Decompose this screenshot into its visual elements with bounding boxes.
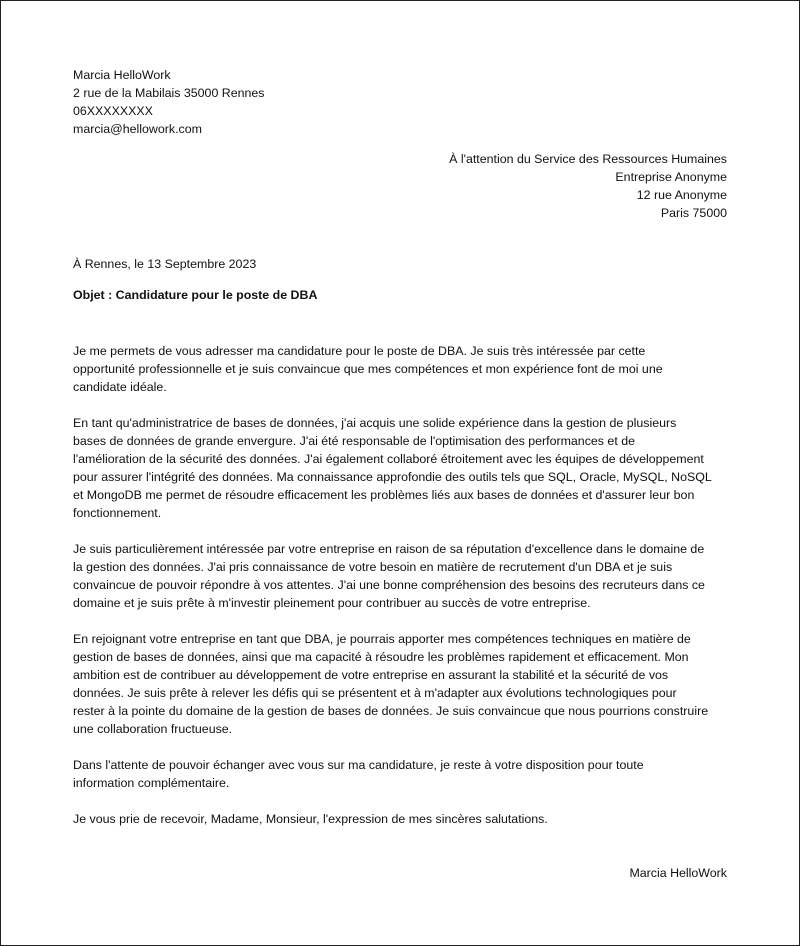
body-line: données. Je suis prête à relever les défis qui se présentent et à m'adapter aux évolutions technologiques pour [73,686,677,700]
signature: Marcia HelloWork [629,866,727,880]
paragraph-intro [73,342,733,396]
body-line: domaine et je suis prête à m'investir pleinement pour contribuer au succès de votre entreprise. [73,596,591,610]
recipient-attention: À l'attention du Service des Ressources Humaines [449,152,727,166]
body-line: fonctionnement. [73,506,162,520]
recipient-street: 12 rue Anonyme [636,188,727,202]
paragraph-motivation [73,540,733,612]
body-line: une collaboration fructueuse. [73,722,233,736]
body-line: Dans l'attente de pouvoir échanger avec vous sur ma candidature, je reste à votre disposition pour toute [73,758,644,772]
letter-body [73,342,733,846]
paragraph-contribution [73,630,733,738]
body-line: candidate idéale. [73,380,167,394]
sender-phone: 06XXXXXXXX [73,104,153,118]
letter-subject: Objet : Candidature pour le poste de DBA [73,288,318,302]
paragraph-experience [73,414,733,522]
paragraph-closing [73,810,733,828]
recipient-block [449,150,727,222]
body-line: Je suis particulièrement intéressée par votre entreprise en raison de sa réputation d'excellence dans le domaine de [73,542,705,556]
body-line: opportunité professionnelle et je suis convaincue que mes compétences et mon expérience font de moi une [73,362,663,376]
body-line: l'amélioration de la sécurité des données. J'ai également collaboré étroitement avec les équipes de développement [73,452,704,466]
body-line: Je me permets de vous adresser ma candidature pour le poste de DBA. Je suis très intéressée par cette [73,344,646,358]
body-line: la gestion des données. J'ai pris connaissance de votre besoin en matière de recrutement d'un DBA et je suis [73,560,673,574]
place-date: À Rennes, le 13 Septembre 2023 [73,257,257,271]
body-line: ambition est de contribuer au développement de votre entreprise en assurant la stabilité et la sécurité de vos [73,668,669,682]
body-line: pour assurer l'intégrité des données. Ma connaissance approfondie des outils tels que SQL, Oracle, MySQL, NoSQL [73,470,712,484]
body-line: bases de données de grande envergure. J'ai été responsable de l'optimisation des performances et de [73,434,635,448]
body-line: convaincue de pouvoir répondre à vos attentes. J'ai une bonne compréhension des besoins des recruteurs dans ce [73,578,705,592]
recipient-company: Entreprise Anonyme [615,170,727,184]
body-line: gestion de bases de données, ainsi que ma capacité à résoudre les problèmes rapidement et efficacement. Mon [73,650,689,664]
sender-name: Marcia HelloWork [73,68,171,82]
sender-address: 2 rue de la Mabilais 35000 Rennes [73,86,265,100]
body-line: et MongoDB me permet de résoudre efficacement les problèmes liés aux bases de données et d'assurer leur bon [73,488,695,502]
paragraph-availability [73,756,733,792]
sender-block [73,66,265,138]
body-line: En rejoignant votre entreprise en tant que DBA, je pourrais apporter mes compétences techniques en matière de [73,632,691,646]
body-line: information complémentaire. [73,776,230,790]
body-line: En tant qu'administratrice de bases de données, j'ai acquis une solide expérience dans la gestion de plusieurs [73,416,677,430]
recipient-city: Paris 75000 [660,206,727,220]
body-line: Je vous prie de recevoir, Madame, Monsieur, l'expression de mes sincères salutations. [73,812,548,826]
body-line: rester à la pointe du domaine de la gestion de bases de données. Je suis convaincue que nous pourrions construire [73,704,709,718]
sender-email: marcia@hellowork.com [73,122,202,136]
